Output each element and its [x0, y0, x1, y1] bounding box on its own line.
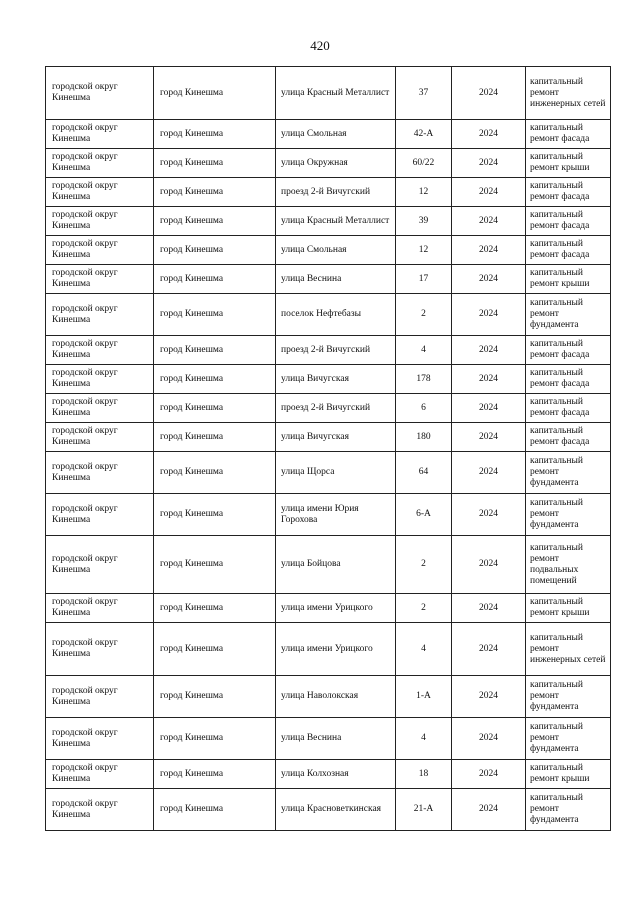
street-cell: улица имени Урицкого	[276, 594, 396, 623]
city-cell: город Кинешма	[154, 423, 276, 452]
table-row	[46, 265, 611, 294]
district-cell: городской округ Кинешма	[46, 718, 154, 760]
table-row	[46, 594, 611, 623]
city-cell: город Кинешма	[154, 178, 276, 207]
district-cell: городской округ Кинешма	[46, 423, 154, 452]
district-cell: городской округ Кинешма	[46, 594, 154, 623]
house-number-cell: 6	[396, 394, 452, 423]
house-number-cell: 18	[396, 760, 452, 789]
table-row	[46, 67, 611, 120]
work-type-cell: капитальный ремонт фундамента	[526, 789, 611, 831]
city-cell: город Кинешма	[154, 265, 276, 294]
district-cell: городской округ Кинешма	[46, 67, 154, 120]
year-cell: 2024	[452, 494, 526, 536]
house-number-cell: 12	[396, 178, 452, 207]
city-cell: город Кинешма	[154, 149, 276, 178]
district-cell: городской округ Кинешма	[46, 536, 154, 594]
work-type-cell: капитальный ремонт фундамента	[526, 294, 611, 336]
street-cell: улица Смольная	[276, 120, 396, 149]
year-cell: 2024	[452, 536, 526, 594]
district-cell: городской округ Кинешма	[46, 336, 154, 365]
page-number: 420	[310, 38, 330, 53]
work-type-cell: капитальный ремонт фасада	[526, 336, 611, 365]
city-cell: город Кинешма	[154, 452, 276, 494]
table-row	[46, 494, 611, 536]
house-number-cell: 17	[396, 265, 452, 294]
year-cell: 2024	[452, 236, 526, 265]
work-type-cell: капитальный ремонт фасада	[526, 423, 611, 452]
district-cell: городской округ Кинешма	[46, 623, 154, 676]
year-cell: 2024	[452, 594, 526, 623]
street-cell: улица Щорса	[276, 452, 396, 494]
street-cell: улица Веснина	[276, 265, 396, 294]
district-cell: городской округ Кинешма	[46, 236, 154, 265]
city-cell: город Кинешма	[154, 120, 276, 149]
house-number-cell: 178	[396, 365, 452, 394]
house-number-cell: 60/22	[396, 149, 452, 178]
year-cell: 2024	[452, 178, 526, 207]
work-type-cell: капитальный ремонт фасада	[526, 236, 611, 265]
city-cell: город Кинешма	[154, 789, 276, 831]
year-cell: 2024	[452, 265, 526, 294]
district-cell: городской округ Кинешма	[46, 120, 154, 149]
table-row	[46, 207, 611, 236]
year-cell: 2024	[452, 394, 526, 423]
city-cell: город Кинешма	[154, 494, 276, 536]
street-cell: проезд 2-й Вичугский	[276, 178, 396, 207]
table-row	[46, 536, 611, 594]
house-number-cell: 4	[396, 336, 452, 365]
work-type-cell: капитальный ремонт инженерных сетей	[526, 67, 611, 120]
street-cell: улица Красный Металлист	[276, 207, 396, 236]
city-cell: город Кинешма	[154, 207, 276, 236]
year-cell: 2024	[452, 760, 526, 789]
work-type-cell: капитальный ремонт подвальных помещений	[526, 536, 611, 594]
work-type-cell: капитальный ремонт фундамента	[526, 718, 611, 760]
table-row	[46, 718, 611, 760]
district-cell: городской округ Кинешма	[46, 452, 154, 494]
street-cell: поселок Нефтебазы	[276, 294, 396, 336]
year-cell: 2024	[452, 452, 526, 494]
street-cell: улица Бойцова	[276, 536, 396, 594]
work-type-cell: капитальный ремонт фасада	[526, 178, 611, 207]
city-cell: город Кинешма	[154, 594, 276, 623]
year-cell: 2024	[452, 120, 526, 149]
city-cell: город Кинешма	[154, 536, 276, 594]
street-cell: улица имени Урицкого	[276, 623, 396, 676]
work-type-cell: капитальный ремонт фундамента	[526, 494, 611, 536]
district-cell: городской округ Кинешма	[46, 365, 154, 394]
year-cell: 2024	[452, 623, 526, 676]
street-cell: улица Веснина	[276, 718, 396, 760]
repair-schedule-table	[45, 66, 611, 831]
year-cell: 2024	[452, 336, 526, 365]
year-cell: 2024	[452, 423, 526, 452]
table-row	[46, 423, 611, 452]
district-cell: городской округ Кинешма	[46, 494, 154, 536]
table-row	[46, 452, 611, 494]
district-cell: городской округ Кинешма	[46, 149, 154, 178]
year-cell: 2024	[452, 67, 526, 120]
work-type-cell: капитальный ремонт фундамента	[526, 676, 611, 718]
work-type-cell: капитальный ремонт крыши	[526, 594, 611, 623]
house-number-cell: 42-А	[396, 120, 452, 149]
house-number-cell: 12	[396, 236, 452, 265]
table-row	[46, 623, 611, 676]
house-number-cell: 39	[396, 207, 452, 236]
house-number-cell: 2	[396, 294, 452, 336]
house-number-cell: 180	[396, 423, 452, 452]
house-number-cell: 4	[396, 623, 452, 676]
work-type-cell: капитальный ремонт инженерных сетей	[526, 623, 611, 676]
table-row	[46, 120, 611, 149]
year-cell: 2024	[452, 789, 526, 831]
table-row	[46, 294, 611, 336]
year-cell: 2024	[452, 149, 526, 178]
street-cell: улица Колхозная	[276, 760, 396, 789]
work-type-cell: капитальный ремонт фундамента	[526, 452, 611, 494]
city-cell: город Кинешма	[154, 676, 276, 718]
city-cell: город Кинешма	[154, 623, 276, 676]
street-cell: улица Красный Металлист	[276, 67, 396, 120]
year-cell: 2024	[452, 676, 526, 718]
city-cell: город Кинешма	[154, 336, 276, 365]
street-cell: улица Вичугская	[276, 365, 396, 394]
work-type-cell: капитальный ремонт фасада	[526, 394, 611, 423]
house-number-cell: 64	[396, 452, 452, 494]
table-row	[46, 336, 611, 365]
year-cell: 2024	[452, 365, 526, 394]
table-row	[46, 236, 611, 265]
table-row	[46, 789, 611, 831]
house-number-cell: 6-А	[396, 494, 452, 536]
street-cell: улица Вичугская	[276, 423, 396, 452]
district-cell: городской округ Кинешма	[46, 394, 154, 423]
house-number-cell: 37	[396, 67, 452, 120]
house-number-cell: 1-А	[396, 676, 452, 718]
work-type-cell: капитальный ремонт фасада	[526, 207, 611, 236]
city-cell: город Кинешма	[154, 394, 276, 423]
city-cell: город Кинешма	[154, 365, 276, 394]
table-row	[46, 394, 611, 423]
work-type-cell: капитальный ремонт фасада	[526, 365, 611, 394]
district-cell: городской округ Кинешма	[46, 265, 154, 294]
street-cell: улица Красноветкинская	[276, 789, 396, 831]
district-cell: городской округ Кинешма	[46, 294, 154, 336]
city-cell: город Кинешма	[154, 718, 276, 760]
table-row	[46, 676, 611, 718]
work-type-cell: капитальный ремонт фасада	[526, 120, 611, 149]
house-number-cell: 2	[396, 536, 452, 594]
street-cell: проезд 2-й Вичугский	[276, 336, 396, 365]
city-cell: город Кинешма	[154, 67, 276, 120]
year-cell: 2024	[452, 718, 526, 760]
table-row	[46, 149, 611, 178]
street-cell: улица имени Юрия Горохова	[276, 494, 396, 536]
district-cell: городской округ Кинешма	[46, 760, 154, 789]
house-number-cell: 4	[396, 718, 452, 760]
street-cell: улица Наволокская	[276, 676, 396, 718]
city-cell: город Кинешма	[154, 294, 276, 336]
table-row	[46, 365, 611, 394]
house-number-cell: 21-А	[396, 789, 452, 831]
work-type-cell: капитальный ремонт крыши	[526, 149, 611, 178]
district-cell: городской округ Кинешма	[46, 789, 154, 831]
work-type-cell: капитальный ремонт крыши	[526, 760, 611, 789]
table-row	[46, 178, 611, 207]
city-cell: город Кинешма	[154, 236, 276, 265]
year-cell: 2024	[452, 207, 526, 236]
table-row	[46, 760, 611, 789]
year-cell: 2024	[452, 294, 526, 336]
street-cell: улица Окружная	[276, 149, 396, 178]
house-number-cell: 2	[396, 594, 452, 623]
district-cell: городской округ Кинешма	[46, 676, 154, 718]
district-cell: городской округ Кинешма	[46, 207, 154, 236]
city-cell: город Кинешма	[154, 760, 276, 789]
district-cell: городской округ Кинешма	[46, 178, 154, 207]
street-cell: улица Смольная	[276, 236, 396, 265]
work-type-cell: капитальный ремонт крыши	[526, 265, 611, 294]
street-cell: проезд 2-й Вичугский	[276, 394, 396, 423]
